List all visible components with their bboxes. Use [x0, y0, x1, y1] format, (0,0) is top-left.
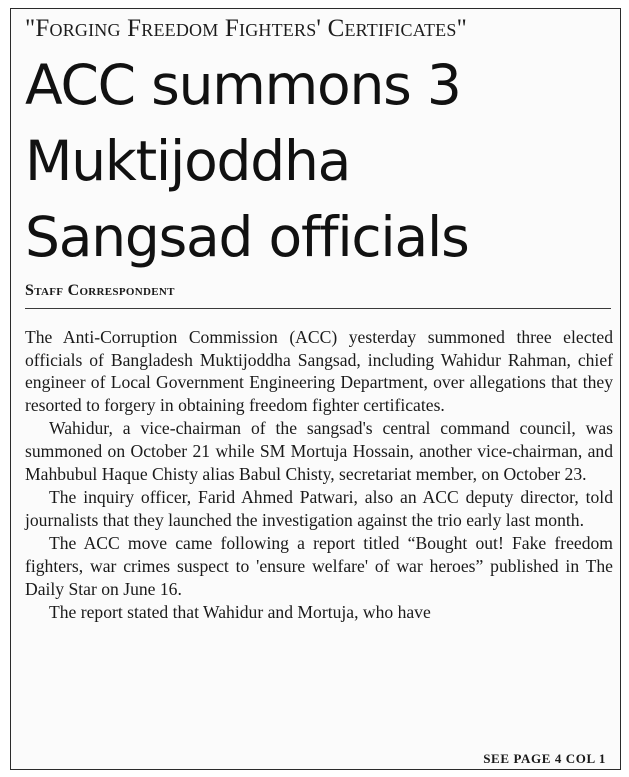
headline-line-2: Muktijoddha	[25, 129, 351, 193]
headline-line-1: ACC summons 3	[25, 53, 461, 117]
paragraph-1: The Anti-Corruption Commission (ACC) yesterday summoned three elected officials of Bangladesh Muktijoddha Sangsad, including Wahidur Rahman, chief engineer of Local Government Engineering Department, over allegations that they resorted to forgery in obtaining freedom fighter certificates.	[25, 327, 613, 415]
continuation-jump: SEE PAGE 4 COL 1	[483, 751, 606, 766]
kicker-headline: "Forging Freedom Fighters' Certificates"	[25, 15, 467, 42]
headline-line-3: Sangsad officials	[25, 205, 469, 269]
paragraph-2: Wahidur, a vice-chairman of the sangsad's central command council, was summoned on October 21 while SM Mortuja Hossain, another vice-chairman, and Mahbubul Haque Chisty alias Babul Chisty, secretariat member, on October 23.	[25, 418, 613, 484]
article-body	[25, 326, 613, 625]
newspaper-clipping	[10, 8, 621, 770]
paragraph-4: The ACC move came following a report titled “Bought out! Fake freedom fighters, war crimes suspect to 'ensure welfare' of war heroes” published in The Daily Star on June 16.	[25, 533, 613, 599]
byline-divider	[25, 308, 611, 309]
headline	[25, 47, 615, 275]
paragraph-3: The inquiry officer, Farid Ahmed Patwari, also an ACC deputy director, told journalists that they launched the investigation against the trio early last month.	[25, 487, 613, 530]
byline: Staff Correspondent	[25, 282, 175, 299]
paragraph-5: The report stated that Wahidur and Mortuja, who have	[49, 602, 431, 623]
